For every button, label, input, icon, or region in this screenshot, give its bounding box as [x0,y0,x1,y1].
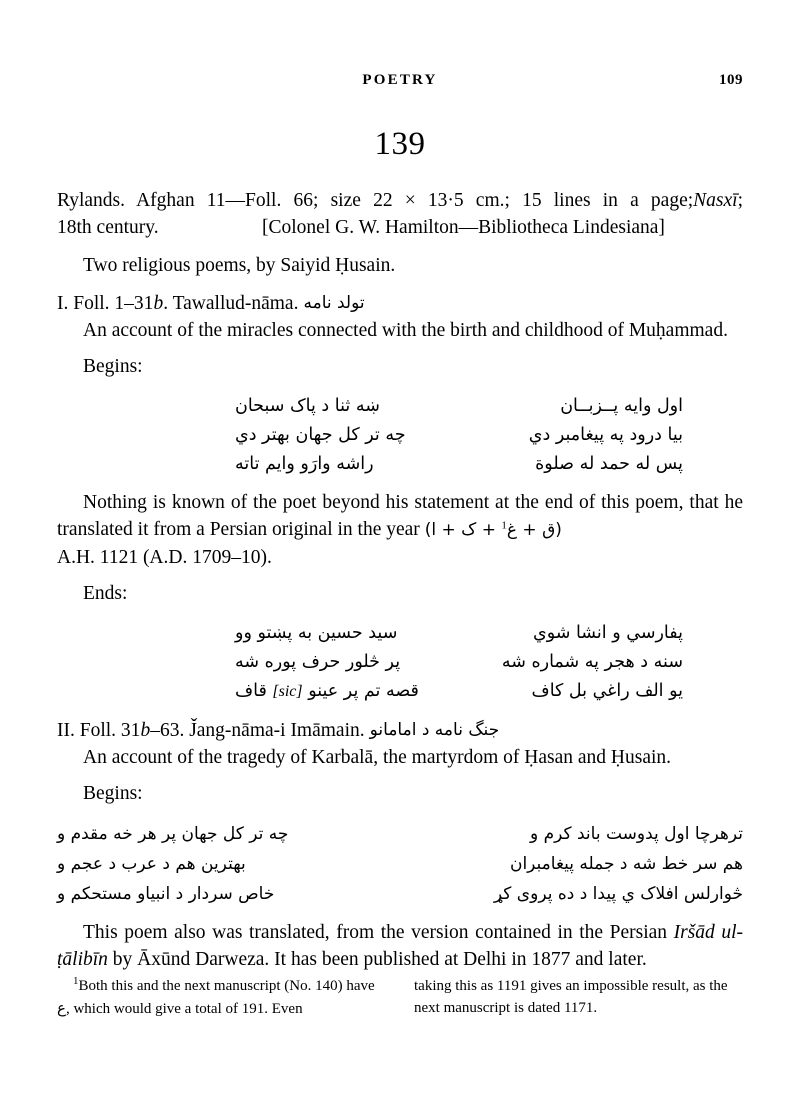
hemistich-second: بهترین هم د عرب د عجم و [57,854,246,874]
persian-work-title: Iršād ul-ṭālibīn [57,922,743,970]
verse-block-ends-1 [57,619,743,706]
verse-line [235,392,683,421]
page-number: 109 [719,72,743,88]
verse-line [235,450,683,479]
section-folios-2: Foll. 31 [79,720,141,741]
formula-open: ( [555,520,562,540]
footnote-text-pre: Both this and the next manuscript (No. 140) have [78,978,375,994]
hemistich-first: بیا درود په پیغامبر دي [528,425,683,445]
poet-note-paragraph [57,489,743,544]
footnote-marker: 1 [73,975,79,987]
summary-paragraph: Two religious poems, by Saiyid Ḥusain. [83,255,396,276]
closing-text-2: by Āxūnd Darweza. It has been published at Delhi in 1877 and later. [112,949,647,970]
year-formula [425,520,562,540]
footnote-columns [57,975,743,1020]
hemistich-second: چه تر کل جهان پر هر خه مقدم و [57,824,289,844]
entry-number: 139 [374,126,426,162]
section-account-2: An account of the tragedy of Karbalā, the martyrdom of Ḥasan and Ḥusain. [83,747,672,768]
verse-block-begins-2 [57,819,743,909]
running-head [57,60,743,100]
hemistich-first: سنه د هجر په شماره شه [501,652,683,672]
verse-line [57,849,743,879]
footnote [57,975,743,1020]
section-folio-side-2: b [140,720,151,741]
section-heading-1 [57,290,743,317]
section-folio-side-1: b [153,293,164,314]
verse-line [235,677,683,706]
section-title-arabic-1: تولد نامه [303,293,365,313]
hemistich-first: ترهرچا اول پدوست باند کرم و [529,824,743,844]
footnote-arabic-letter: ع [57,999,66,1017]
hemistich-first: اول وایه پــزبــان [560,396,683,416]
formula-rest: + ک + ا) [424,520,502,540]
hemistich-part-pre: قصه تم پر عینو [302,681,419,701]
hemistich-first: څوارلس افلاک ي پیدا د ده پروی کړ [493,884,743,904]
verse-line [235,619,683,648]
begins-label-1: Begins: [83,356,143,377]
description-line-1 [57,187,743,214]
hemistich-second: پر څلور حرف پوره شه [235,652,401,672]
footnote-text-post: , which would give a total of 191. Even [65,1001,303,1017]
formula-letters: ق + غ [506,520,556,540]
description-line1-end: ; [737,190,743,211]
sic-marker: [sic] [272,683,303,700]
verse-block-begins-1 [57,392,743,479]
hemistich-second: چه تر کل جهان بهتر دي [235,425,406,445]
hemistich-second-with-sic [235,677,419,706]
footnote-reference[interactable]: 1 [501,519,507,532]
section-roman-2: II. [57,720,75,741]
description-text: Rylands. Afghan 11—Foll. 66; size 22 × 13·5 cm.; 15 lines in a page; [57,190,694,211]
hemistich-second: خاص سردار د انبیاو مستحکم و [57,884,275,904]
hemistich-first: پس له حمد له صلوة [535,454,683,474]
closing-text-1: This poem also was translated, from the version contained in the Persian [83,922,668,943]
description-line-2 [57,214,743,241]
ends-label-1: Ends: [83,583,128,604]
running-head-title: POETRY [362,72,438,88]
hemistich-second: ښه ثنا د پاک سبحان [235,396,380,416]
closing-paragraph [57,919,743,973]
verse-line [57,879,743,909]
script-name: Nasxī [693,190,738,211]
verse-line [57,819,743,849]
provenance: [Colonel G. W. Hamilton—Bibliotheca Lindesiana] [262,217,665,238]
poet-note-date: A.H. 1121 (A.D. 1709–10). [57,547,272,568]
hemistich-first: هم سر خط شه د جمله پیغامبران [509,854,743,874]
section-title-1: . Tawallud-nāma. [163,293,299,314]
section-heading-2 [57,717,743,744]
poet-note-text: Nothing is known of the poet beyond his statement at the end of this poem, that he translated it from a Persian original in the year [57,492,743,540]
section-roman-1: I. [57,293,69,314]
hemistich-second: سید حسین به پښتو وو [235,623,398,643]
hemistich-first: یو الف راغي بل کاف [531,681,683,701]
description-date: 18th century. [57,217,159,238]
section-account-1: An account of the miracles connected with the birth and childhood of Muḥammad. [83,320,728,341]
footnote-column-right: taking this as 1191 gives an impossible result, as the next manuscript is dated 1171. [414,978,728,1016]
begins-label-2: Begins: [83,783,143,804]
section-folios-1: Foll. 1–31 [73,293,154,314]
hemistich-first: پفارسي و انشا شوي [533,623,683,643]
hemistich-second: راشه وارَو وایم تاته [235,454,374,474]
footnote-column-left [57,975,386,1020]
page-content [57,60,743,973]
hemistich-part-post: قاف [235,681,273,701]
manuscript-description [57,187,743,241]
section-title-arabic-2: جنگ نامه د امامانو [369,720,500,740]
verse-line [235,421,683,450]
verse-line [235,648,683,677]
section-title-2: –63. J̌ang-nāma-i Imāmain. [150,720,365,741]
